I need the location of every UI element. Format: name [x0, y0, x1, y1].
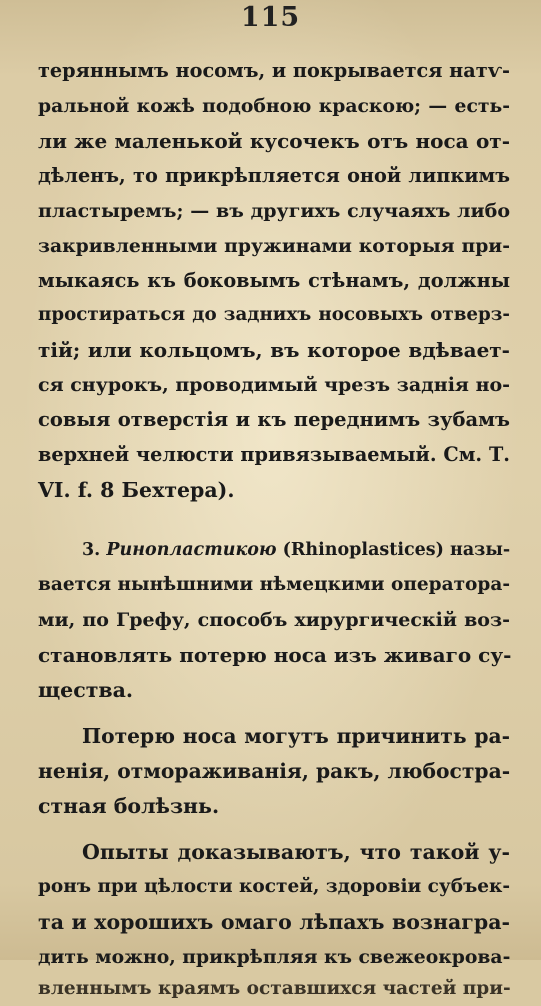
- text-line: верхней челюсти привязываемый. См. Т.: [38, 443, 510, 466]
- text-line: ральной кожѣ подобною краскою; — есть-: [38, 95, 510, 117]
- text-line: VI. f. 8 Бехтера).: [38, 478, 235, 502]
- text-line: ми, по Грефу, способъ хирургическій воз-: [38, 609, 510, 631]
- text-line: дѣленъ, то прикрѣпляется оной липкимъ: [38, 164, 510, 187]
- text-line: та и хорошихъ омаго лѣпахъ вознагра-: [38, 910, 510, 934]
- text-line: Потерю носа могутъ причинить ра-: [82, 724, 510, 748]
- text-line: совыя отверстія и къ переднимъ зубамъ: [38, 408, 510, 431]
- text-line: дить можно, прикрѣпляя къ свежеокрова-: [38, 946, 511, 968]
- text-line: тій; или кольцомъ, въ которое вдѣвает-: [38, 338, 510, 362]
- text-line: ся снурокъ, проводимый чрезъ заднія но-: [38, 374, 511, 396]
- text-line: становлять потерю носа изъ живаго су-: [38, 643, 512, 667]
- text-line: пластыремъ; — въ другихъ случаяхъ либо: [38, 200, 510, 222]
- text-line: закривленными пружинами которыя при-: [38, 235, 510, 257]
- text-line: стная болѣзнь.: [38, 794, 220, 818]
- text-line: ли же маленькой кусочекъ отъ носа от-: [38, 129, 510, 153]
- text-line: ронъ при цѣлости костей, здоровіи субъек-: [38, 876, 511, 897]
- text-line: вленнымъ краямъ оставшихся частей при-: [38, 978, 511, 999]
- text-line: Опыты доказываютъ, что такой у-: [82, 840, 510, 864]
- italic-term: Ринопластикою: [106, 540, 277, 560]
- text-line: вается нынѣшними нѣмецкими оператора-: [38, 574, 510, 595]
- text-line: щества.: [38, 678, 134, 702]
- text-line: теряннымъ носомъ, и покрывается натѵ-: [38, 59, 511, 82]
- text-line-with-term: 3. Ринопластикою (Rhinoplastices) назы-: [82, 540, 511, 560]
- text-line: простираться до заднихъ носовыхъ отверз-: [38, 304, 510, 325]
- text-line: ненія, отмораживанія, ракъ, любостра-: [38, 759, 511, 783]
- text-line: мыкаясь къ боковымъ стѣнамъ, должны: [38, 269, 510, 292]
- page-number: 115: [240, 2, 301, 33]
